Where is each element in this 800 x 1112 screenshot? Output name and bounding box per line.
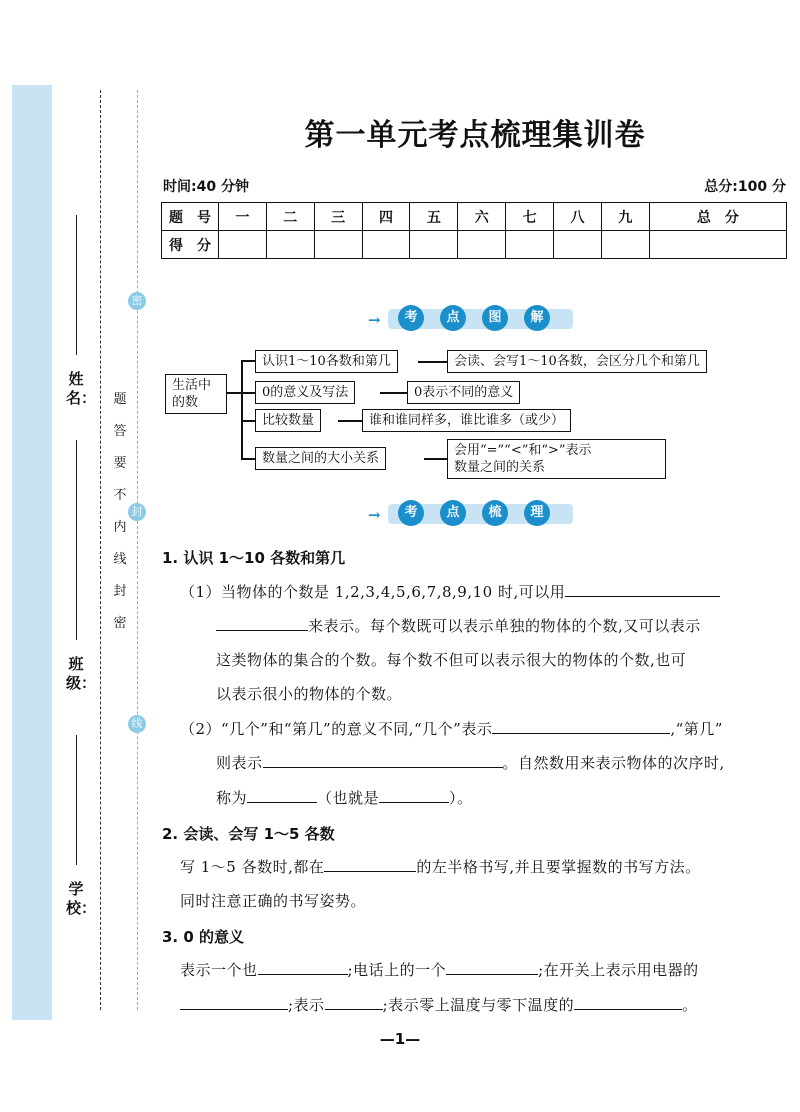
banner-char: 解 xyxy=(524,305,550,331)
answer-blank[interactable] xyxy=(446,960,538,975)
score-table xyxy=(161,202,787,259)
banner-char: 图 xyxy=(482,305,508,331)
answer-blank[interactable] xyxy=(379,788,449,803)
arrow-icon: → xyxy=(368,311,381,329)
s2-line2: 同时注意正确的书写姿势。 xyxy=(180,892,367,910)
answer-blank[interactable] xyxy=(565,582,720,597)
s1-p2-line1: （2）“几个”和“第几”的意义不同,“几个”表示 ,“第几” xyxy=(180,720,723,738)
answer-blank[interactable] xyxy=(574,995,682,1010)
banner-char: 考 xyxy=(398,500,424,526)
school-underline xyxy=(76,735,77,865)
score-cell[interactable] xyxy=(266,231,314,259)
mindmap-branch-2: 0的意义及写法 xyxy=(255,381,355,404)
seal-mi: 密 xyxy=(128,292,146,310)
banner-char: 理 xyxy=(524,500,550,526)
answer-blank[interactable] xyxy=(492,719,670,734)
answer-blank[interactable] xyxy=(180,995,288,1010)
score-cell[interactable] xyxy=(506,231,554,259)
mindmap-branch-4: 数量之间的大小关系 xyxy=(255,447,386,470)
total-score: 总分:100 分 xyxy=(704,179,786,195)
arrow-icon: → xyxy=(368,506,381,524)
mindmap-detail-4: 会用“=”“<”和“>”表示 数量之间的关系 xyxy=(447,439,666,479)
s1-p2-line2: 则表示 。自然数用来表示物体的次序时, xyxy=(216,754,725,772)
s1-p2-line3: 称为 （也就是 ）。 xyxy=(216,789,473,807)
s1-p1-line1: （1）当物体的个数是 1,2,3,4,5,6,7,8,9,10 时,可以用 xyxy=(180,582,720,602)
mindmap-detail-3: 谁和谁同样多，谁比谁多（或少） xyxy=(362,409,571,432)
mindmap-branch-1: 认识1～10各数和第几 xyxy=(255,350,398,373)
s1-p1-line4: 以表示很小的物体的个数。 xyxy=(216,685,403,703)
seal-line xyxy=(137,90,138,1010)
score-cell[interactable] xyxy=(458,231,506,259)
name-underline xyxy=(76,215,77,355)
banner-char: 点 xyxy=(440,305,466,331)
table-cell: 题 号 xyxy=(162,203,219,231)
answer-blank[interactable] xyxy=(258,960,348,975)
section-1-title: 1. 认识 1～10 各数和第几 xyxy=(162,549,346,567)
score-table-header-row xyxy=(162,203,787,231)
cut-line xyxy=(100,90,101,1010)
score-cell[interactable] xyxy=(649,231,786,259)
s2-line1: 写 1～5 各数时,都在 的左半格书写,并且要掌握数的书写方法。 xyxy=(180,858,701,876)
seal-instruction: 题 答 要 不 内 线 封 密 xyxy=(113,392,127,631)
section-2-title: 2. 会读、会写 1～5 各数 xyxy=(162,825,335,843)
score-cell[interactable] xyxy=(362,231,410,259)
answer-blank[interactable] xyxy=(325,995,383,1010)
binding-stripe xyxy=(12,85,52,1020)
seal-feng: 封 xyxy=(128,503,146,521)
class-underline xyxy=(76,440,77,640)
section-3-title: 3. 0 的意义 xyxy=(162,928,245,946)
table-cell: 六 xyxy=(458,203,506,231)
s3-line2: ;表示 ;表示零上温度与零下温度的 。 xyxy=(180,995,698,1015)
banner-char: 点 xyxy=(440,500,466,526)
table-cell: 五 xyxy=(410,203,458,231)
page-number: —1— xyxy=(379,1030,421,1048)
table-cell: 四 xyxy=(362,203,410,231)
banner-char: 梳 xyxy=(482,500,508,526)
mindmap-branch-3: 比较数量 xyxy=(255,409,321,432)
answer-blank[interactable] xyxy=(263,753,503,768)
table-cell: 七 xyxy=(506,203,554,231)
s1-p1-line3: 这类物体的集合的个数。每个数不但可以表示很大的物体的个数,也可 xyxy=(216,651,687,669)
score-cell[interactable] xyxy=(601,231,649,259)
table-cell: 二 xyxy=(266,203,314,231)
table-cell: 总 分 xyxy=(649,203,786,231)
table-cell: 得 分 xyxy=(162,231,219,259)
score-cell[interactable] xyxy=(554,231,602,259)
answer-blank[interactable] xyxy=(324,857,416,872)
score-cell[interactable] xyxy=(219,231,267,259)
table-cell: 八 xyxy=(554,203,602,231)
school-label: 学校： xyxy=(66,880,97,917)
table-cell: 三 xyxy=(314,203,362,231)
s1-p1-line2: 来表示。每个数既可以表示单独的物体的个数,又可以表示 xyxy=(216,616,701,636)
answer-blank[interactable] xyxy=(247,788,317,803)
page-title: 第一单元考点梳理集训卷 xyxy=(304,118,646,153)
answer-blank[interactable] xyxy=(216,616,308,631)
banner-kaodian-tujie xyxy=(368,305,573,333)
name-label: 姓名： xyxy=(66,370,97,407)
table-cell: 九 xyxy=(601,203,649,231)
score-cell[interactable] xyxy=(314,231,362,259)
s3-line1: 表示一个也 ;电话上的一个 ;在开关上表示用电器的 xyxy=(180,961,699,979)
seal-xian: 线 xyxy=(128,715,146,733)
mindmap-detail-1: 会读、会写1～10各数，会区分几个和第几 xyxy=(447,350,707,373)
banner-kaodian-shuli xyxy=(368,500,573,528)
mindmap-detail-2: 0表示不同的意义 xyxy=(407,381,520,404)
table-cell: 一 xyxy=(219,203,267,231)
score-table-score-row xyxy=(162,231,787,259)
banner-char: 考 xyxy=(398,305,424,331)
exam-time: 时间:40 分钟 xyxy=(163,179,249,195)
class-label: 班级： xyxy=(66,655,97,692)
mindmap-root: 生活中 的数 xyxy=(165,374,227,414)
score-cell[interactable] xyxy=(410,231,458,259)
